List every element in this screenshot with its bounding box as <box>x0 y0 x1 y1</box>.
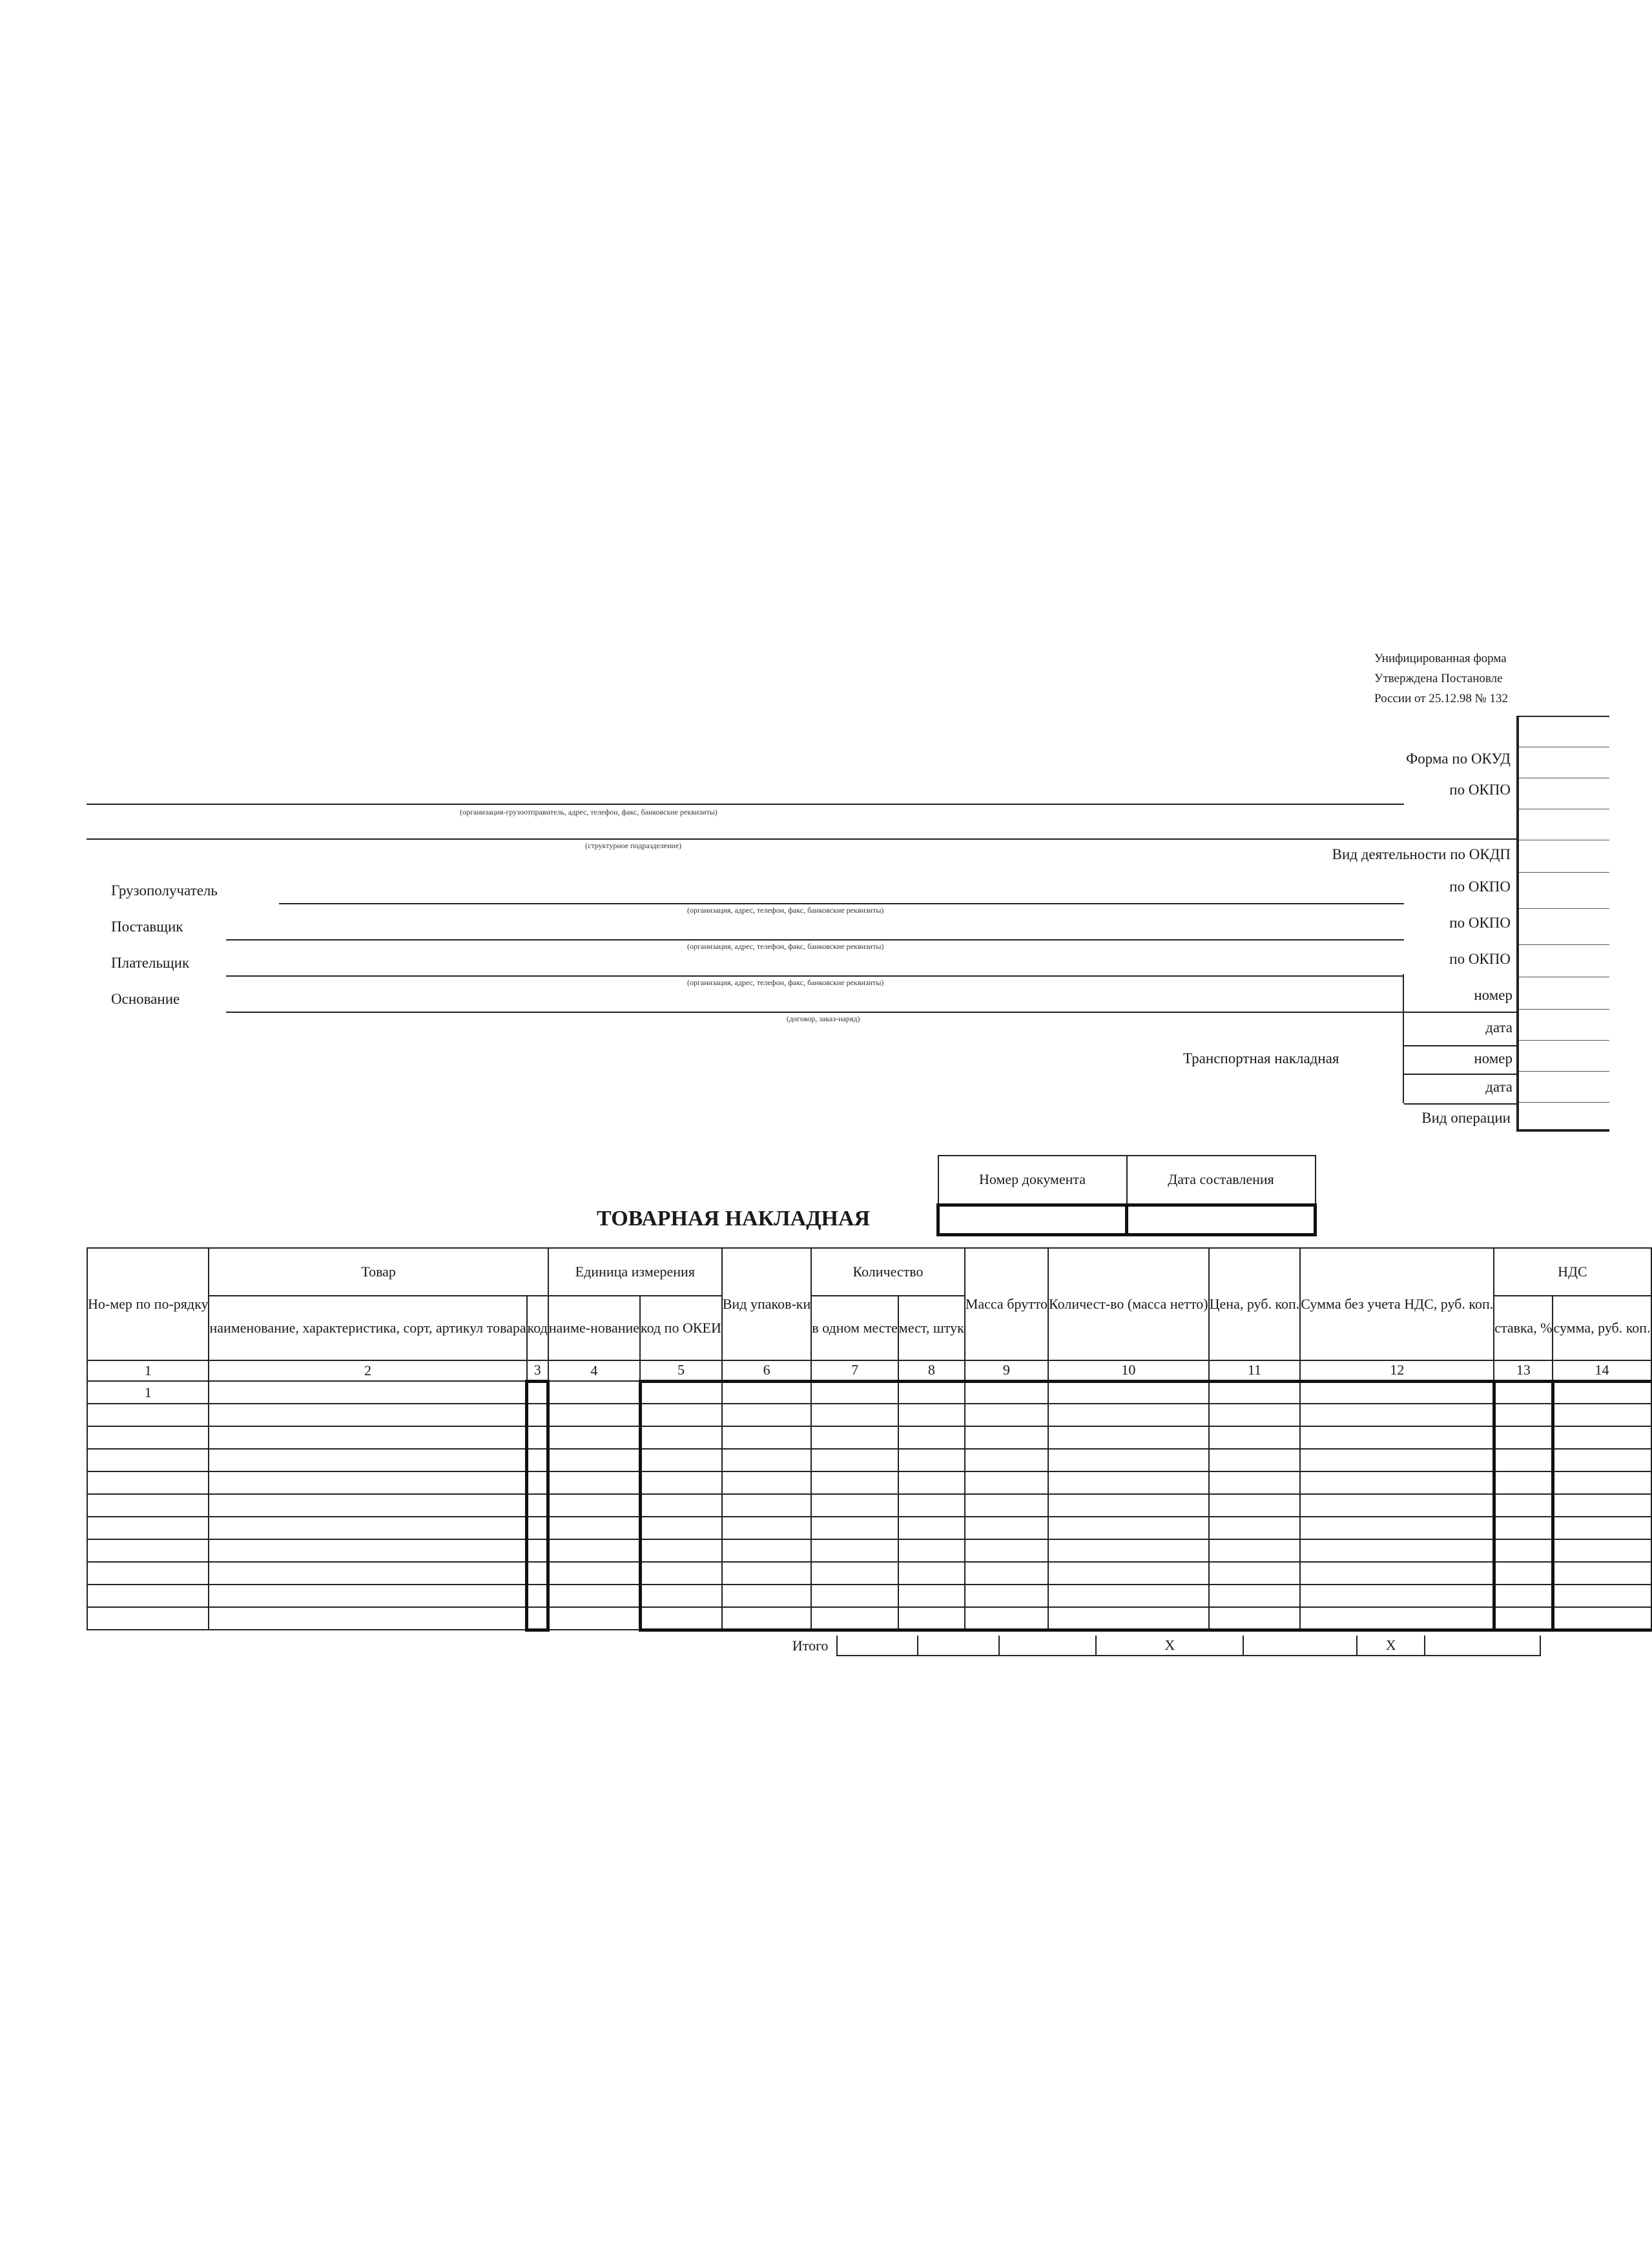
consignee-label: Грузополучатель <box>111 882 218 899</box>
column-number-11: 11 <box>1209 1360 1301 1381</box>
col-header-goods: Товар <box>209 1248 548 1296</box>
header-line-3: России от 25.12.98 № 132 <box>1374 692 1508 705</box>
col-header-goods-name: наименование, характеристика, сорт, артикул товара <box>209 1296 526 1360</box>
col-header-qty: Количество <box>811 1248 965 1296</box>
okpo-sender-label: по ОКПО <box>1449 782 1511 798</box>
table-cell[interactable] <box>1553 1426 1651 1449</box>
doc-title: ТОВАРНАЯ НАКЛАДНАЯ <box>597 1207 871 1231</box>
column-number-4: 4 <box>548 1360 640 1381</box>
okpo-supplier-label: по ОКПО <box>1449 915 1511 931</box>
table-cell[interactable] <box>1553 1517 1651 1539</box>
col-header-price: Цена, руб. коп. <box>1209 1248 1301 1360</box>
table-cell[interactable] <box>1553 1539 1651 1562</box>
table-cell[interactable] <box>1553 1381 1651 1404</box>
total-places <box>837 1636 918 1656</box>
column-number-13: 13 <box>1494 1360 1553 1381</box>
transport-waybill-label: Транспортная накладная <box>1183 1050 1339 1066</box>
column-number-5: 5 <box>640 1360 722 1381</box>
table-cell[interactable] <box>1553 1585 1651 1607</box>
total-row <box>780 1636 1541 1656</box>
table-cell[interactable] <box>1553 1449 1651 1471</box>
column-number-10: 10 <box>1048 1360 1209 1381</box>
doc-date-header: Дата составления <box>1127 1156 1316 1205</box>
payer-caption: (организация, адрес, телефон, факс, банковские реквизиты) <box>687 978 884 987</box>
okud-label: Форма по ОКУД <box>1406 751 1511 767</box>
col-header-okei: код по ОКЕИ <box>640 1296 722 1360</box>
header-line-1: Унифицированная форма <box>1374 652 1507 665</box>
total-net <box>999 1636 1097 1656</box>
total-price-x: X <box>1096 1636 1243 1656</box>
column-number-7: 7 <box>811 1360 898 1381</box>
supplier-caption: (организация, адрес, телефон, факс, банковские реквизиты) <box>687 942 884 951</box>
table-cell[interactable] <box>1553 1607 1651 1630</box>
division-caption: (структурное подразделение) <box>585 841 682 850</box>
total-label: Итого <box>792 1637 829 1654</box>
col-header-vat-sum: сумма, руб. коп. <box>1553 1296 1651 1360</box>
transport-date-label: дата <box>1485 1079 1513 1095</box>
operation-type-label: Вид операции <box>1421 1110 1511 1126</box>
col-header-num: Но-мер по по-рядку <box>87 1248 209 1360</box>
col-header-code: код <box>527 1296 548 1360</box>
sender-caption: (организация-грузоотправитель, адрес, телефон, факс, банковские реквизиты) <box>460 807 718 816</box>
table-cell[interactable] <box>1553 1471 1651 1494</box>
table-cell[interactable] <box>1553 1404 1651 1426</box>
col-header-net: Количест-во (масса нетто) <box>1048 1248 1209 1360</box>
okdp-label: Вид деятельности по ОКДП <box>1332 846 1511 862</box>
total-vat-rate-x: X <box>1357 1636 1425 1656</box>
column-number-9: 9 <box>965 1360 1048 1381</box>
col-header-gross: Масса брутто <box>965 1248 1048 1360</box>
column-number-3: 3 <box>527 1360 548 1381</box>
consignee-caption: (организация, адрес, телефон, факс, банковские реквизиты) <box>687 906 884 915</box>
supplier-label: Поставщик <box>111 919 183 935</box>
column-number-6: 6 <box>722 1360 811 1381</box>
header-line-2: Утверждена Постановле <box>1374 672 1503 685</box>
column-number-12: 12 <box>1300 1360 1494 1381</box>
row-number-cell: 1 <box>87 1381 209 1404</box>
column-number-2: 2 <box>209 1360 526 1381</box>
basis-date-label: дата <box>1485 1019 1513 1035</box>
payer-label: Плательщик <box>111 955 190 971</box>
column-number-8: 8 <box>898 1360 965 1381</box>
col-header-qty-places: мест, штук <box>898 1296 965 1360</box>
col-header-vat: НДС <box>1494 1248 1651 1296</box>
total-sum <box>1243 1636 1357 1656</box>
col-header-vat-rate: ставка, % <box>1494 1296 1553 1360</box>
table-cell[interactable] <box>1553 1562 1651 1585</box>
basis-number-label: номер <box>1474 987 1513 1003</box>
okpo-consignee-label: по ОКПО <box>1449 878 1511 895</box>
doc-number-header: Номер документа <box>938 1156 1127 1205</box>
col-header-unit: Единица измерения <box>548 1248 722 1296</box>
table-cell[interactable] <box>1553 1494 1651 1517</box>
total-vat-sum <box>1425 1636 1540 1656</box>
basis-label: Основание <box>111 991 180 1007</box>
basis-caption: (договор, заказ-наряд) <box>787 1014 860 1023</box>
col-header-qty-one: в одном месте <box>811 1296 898 1360</box>
okpo-payer-label: по ОКПО <box>1449 951 1511 967</box>
col-header-sum: Сумма без учета НДС, руб. коп. <box>1300 1248 1494 1360</box>
col-header-unit-name: наиме-нование <box>548 1296 640 1360</box>
transport-number-label: номер <box>1474 1050 1513 1066</box>
col-header-pack: Вид упаков-ки <box>722 1248 811 1360</box>
total-gross <box>918 1636 999 1656</box>
column-number-1: 1 <box>87 1360 209 1381</box>
column-number-14: 14 <box>1553 1360 1651 1381</box>
